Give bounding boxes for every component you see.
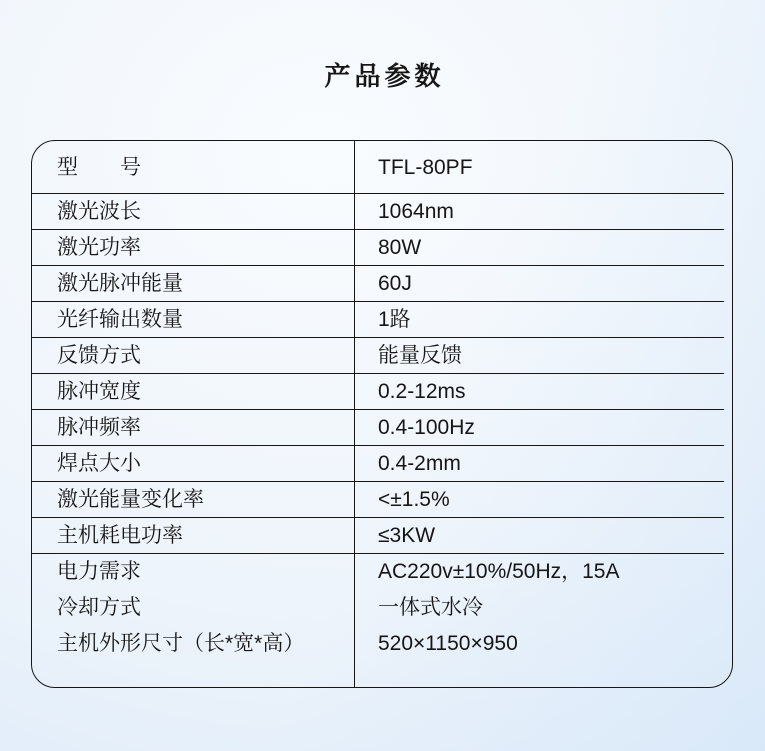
spec-value: 0.2-12ms <box>378 380 466 404</box>
spec-value: 能量反馈 <box>378 344 462 368</box>
spec-rows-container <box>32 141 732 687</box>
spec-label: 反馈方式 <box>57 344 141 368</box>
table-row <box>32 410 732 446</box>
spec-value: <±1.5% <box>378 488 450 512</box>
table-row <box>32 482 732 518</box>
page-title: 产品参数 <box>324 61 445 91</box>
spec-label: 光纤输出数量 <box>57 308 183 332</box>
spec-label: 电力需求 <box>57 560 141 584</box>
spec-value: 520×1150×950 <box>378 632 518 656</box>
spec-label: 焊点大小 <box>57 452 141 476</box>
table-row <box>32 230 732 266</box>
spec-value: AC220v±10%/50Hz，15A <box>378 560 620 584</box>
product-spec-table <box>31 140 733 688</box>
table-row <box>32 374 732 410</box>
table-row <box>32 302 732 338</box>
table-row <box>32 518 732 554</box>
spec-label: 激光波长 <box>57 200 141 224</box>
spec-label: 激光功率 <box>57 236 141 260</box>
spec-value: 60J <box>378 272 412 296</box>
table-row <box>32 338 732 374</box>
spec-value: ≤3KW <box>378 524 436 548</box>
spec-label: 型 号 <box>57 155 141 179</box>
spec-value: 80W <box>378 236 422 260</box>
spec-value: 0.4-2mm <box>378 452 461 476</box>
table-row <box>32 266 732 302</box>
spec-label: 激光脉冲能量 <box>57 272 183 296</box>
spec-value: TFL-80PF <box>378 155 473 179</box>
table-row <box>32 194 732 230</box>
table-row <box>32 141 732 194</box>
spec-value: 1路 <box>378 308 411 332</box>
spec-value: 0.4-100Hz <box>378 416 475 440</box>
spec-label: 主机耗电功率 <box>57 524 183 548</box>
spec-label: 冷却方式 <box>57 596 141 620</box>
spec-value: 1064nm <box>378 200 454 224</box>
spec-value: 一体式水冷 <box>378 596 483 620</box>
spec-label: 脉冲宽度 <box>57 380 141 404</box>
table-row <box>32 554 732 590</box>
spec-label: 激光能量变化率 <box>57 488 204 512</box>
table-row <box>32 626 732 662</box>
table-row <box>32 590 732 626</box>
table-row <box>32 446 732 482</box>
spec-label: 主机外形尺寸（长*宽*高） <box>57 632 305 656</box>
spec-label: 脉冲频率 <box>57 416 141 440</box>
